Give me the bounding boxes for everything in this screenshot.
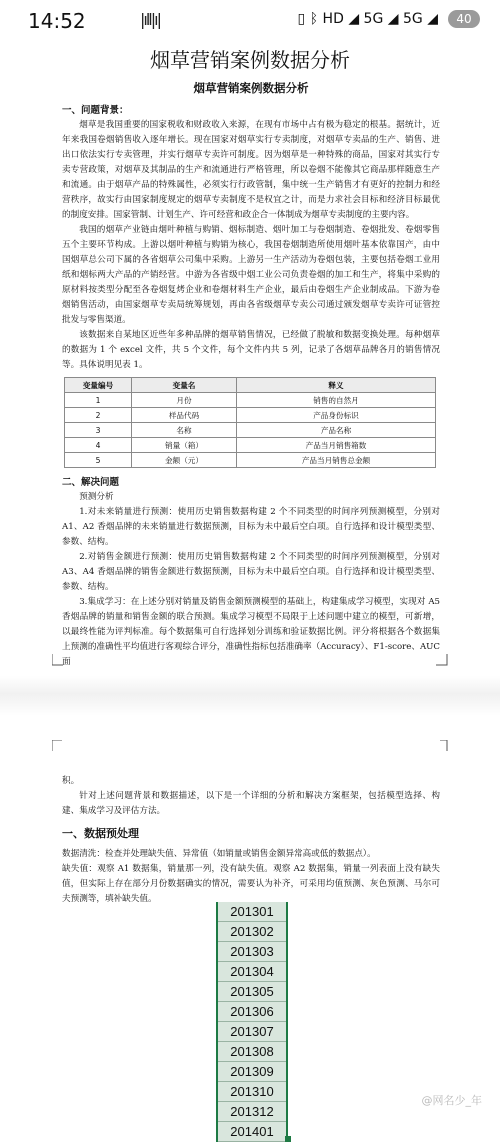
status-icons (298, 11, 438, 27)
spreadsheet-cell[interactable]: 201302 (218, 922, 286, 942)
paragraph-3: 该数据来自某地区近些年多种品牌的烟草销售情况，已经做了脱敏和数据变换处理。每种烟草的数据为 1 个 excel 文件，共 5 个文件，每个文件内共 5 列，记录了各烟草品牌各月的销售情况等。具体说明见表 1。 (62, 330, 440, 370)
table-cell: 5 (65, 453, 132, 468)
table-cell: 产品当月销售总金额 (237, 453, 436, 468)
fill-handle[interactable] (285, 1136, 291, 1142)
signal-icon-3: ◢ (427, 11, 438, 27)
table-cell: 4 (65, 438, 132, 453)
bluetooth-icon: ᛒ (309, 11, 319, 27)
section-heading-solve: 二、解决问题 (62, 477, 120, 488)
table-cell: 销售的自然月 (237, 393, 436, 408)
voice-wave-icon: |ıll|ı| (140, 10, 160, 29)
section-heading-preprocessing: 一、数据预处理 (62, 827, 139, 840)
continued-text: 积。 (62, 776, 80, 786)
spreadsheet-cell[interactable]: 201308 (218, 1042, 286, 1062)
column-header: 释义 (237, 378, 436, 393)
vibrate-icon: ▯ (297, 11, 306, 27)
task-item-1: 1.对未来销量进行预测：使用历史销售数据构建 2 个不同类型的时间序列预测模型，分别对 A1、A2 香烟品牌的未来销量进行数据预测，目标为未中最后空白项。自行选择和设计模型类型、参数、结构。 (62, 507, 440, 547)
network-label-2: 5G (403, 11, 423, 27)
task-item-2: 2.对销售金额进行预测：使用历史销售数据构建 2 个不同类型的时间序列预测模型，分别对 A3、A4 香烟品牌的销售金额进行数据预测，目标为未中最后空白项。自行选择和设计模型类型、参数、结构。 (62, 552, 440, 592)
column-header: 变量名 (132, 378, 237, 393)
paragraph-1: 烟草是我国重要的国家税收和财政收入来源，在现有市场中占有极为稳定的根基。据统计，近年来我国卷烟销售收入逐年增长。现在国家对烟草实行专卖制度，对烟草专卖品的生产、销售、进出口依法实行专卖管理，并实行烟草专卖许可制度。因为烟草是一种特殊的商品，国家对其实行专卖专营政策，对烟草及其制品的生产和流通进行严格管理，所以卷烟不能像其它商品那样随意生产和流通。由于烟草产品的特殊属性，必须实行行政管制，集中统一生产销售才有更好的控制力和经营秩序，故实行由国家制度规定的烟草专卖制度不是权宜之计，而是力求社会目标和经济目标最优的制度安排。国家管制、计划生产、许可经营和政企合一体制成为烟草专卖制度的主要内容。 (62, 120, 440, 220)
battery-icon: 40 (448, 10, 480, 28)
table-row (65, 423, 436, 438)
section-heading-background: 一、问题背景： (62, 105, 129, 116)
page-corner-mark (436, 654, 448, 666)
variables-table (64, 377, 436, 468)
spreadsheet-cell[interactable]: 201309 (218, 1062, 286, 1082)
spreadsheet-cell[interactable]: 201401 (218, 1122, 286, 1142)
task-item-3: 3.集成学习：在上述分别对销量及销售金额预测模型的基础上，构建集成学习模型，实现对 A5 香烟品牌的销量和销售金额的联合预测。集成学习模型不局限于上述问题中建立的模型，可新增，以最终性能为评判标准。每个数据集可自行选择划分训练和验证数据比例。评分将根据各个数据集上预测的准确性平均值进行客观综合评分，准确性指标包括准确率（Accuracy）、F1-score、AUC 面 (62, 597, 440, 667)
table-cell: 名称 (132, 423, 237, 438)
spreadsheet-cell[interactable]: 201301 (218, 902, 286, 922)
app-bar (0, 40, 500, 74)
table-row (65, 408, 436, 423)
watermark: @网名少_年 (421, 1094, 482, 1107)
table-row (65, 393, 436, 408)
paragraph-2: 我国的烟草产业链由烟叶种植与购销、烟标制造、烟叶加工与卷烟制造、卷烟批发、卷烟零售五个主要环节构成。上游以烟叶种植与购销为核心，我国卷烟制造所使用烟叶基本依靠国产，由中国烟草总公司下属的各省烟草公司集中采购。上游另一生产活动为卷烟包装，主要包括卷烟工业用纸和烟标两大产品的产销经营。中游为各省级中烟工业公司负责卷烟的加工和生产，将集中采购的原材料按类型分配至各卷烟复烤企业和卷烟材料生产企业，最后由卷烟生产企业制成品。下游为卷烟销售活动，由国家烟草专卖局统筹规划，再由各省级烟草专卖公司通过颁发烟草专卖许可证管控批发与零售渠道。 (62, 225, 440, 325)
table-cell: 1 (65, 393, 132, 408)
spreadsheet-cell[interactable]: 201310 (218, 1082, 286, 1102)
table-row (65, 438, 436, 453)
table-header-row (65, 378, 436, 393)
spreadsheet-cell[interactable]: 201306 (218, 1002, 286, 1022)
table-row (65, 453, 436, 468)
document-page-2[interactable] (62, 730, 440, 1139)
page-corner-mark (52, 654, 64, 666)
spreadsheet-cell[interactable]: 201307 (218, 1022, 286, 1042)
network-label: 5G (363, 11, 384, 27)
intro-paragraph: 针对上述问题背景和数据描述，以下是一个详细的分析和解决方案框架，包括模型选择、构建、集成学习及评估方法。 (62, 791, 440, 816)
page-separator (0, 676, 500, 716)
column-header: 变量编号 (65, 378, 132, 393)
spreadsheet-cell[interactable]: 201312 (218, 1102, 286, 1122)
spreadsheet-cell[interactable]: 201303 (218, 942, 286, 962)
spreadsheet-cell[interactable]: 201305 (218, 982, 286, 1002)
data-cleaning-text: 数据清洗：检查并处理缺失值、异常值（如销量或销售金额异常高或低的数据点）。 (62, 849, 376, 859)
table-cell: 产品当月销售箱数 (237, 438, 436, 453)
spreadsheet-cell[interactable]: 201304 (218, 962, 286, 982)
spreadsheet-column[interactable] (216, 902, 288, 1142)
table-cell: 产品身份标识 (237, 408, 436, 423)
document-title: 烟草营销案例数据分析 (193, 81, 309, 95)
missing-values-text: 缺失值：观察 A1 数据集，销量那一列，没有缺失值。观察 A2 数据集，销量一列表面上没有缺失值，但实际上存在部分月份数据确实的情况，需要认为补齐，可采用均值预测、灰色预测、马尔可夫预测等，填补缺失值。 (62, 864, 440, 904)
table-cell: 2 (65, 408, 132, 423)
signal-icon: ◢ (348, 11, 360, 27)
page-title: 烟草营销案例数据分析 (150, 48, 350, 72)
hd-icon: HD (322, 11, 344, 27)
document-page-1[interactable] (62, 76, 440, 666)
table-cell: 样品代码 (132, 408, 237, 423)
table-cell: 销量（箱） (132, 438, 237, 453)
status-bar (0, 0, 500, 40)
status-time: 14:52 (28, 9, 86, 33)
signal-icon-2: ◢ (387, 11, 399, 27)
table-cell: 3 (65, 423, 132, 438)
table-cell: 金额（元） (132, 453, 237, 468)
sub-heading-prediction: 预测分析 (79, 492, 114, 502)
table-cell: 产品名称 (237, 423, 436, 438)
table-cell: 月份 (132, 393, 237, 408)
